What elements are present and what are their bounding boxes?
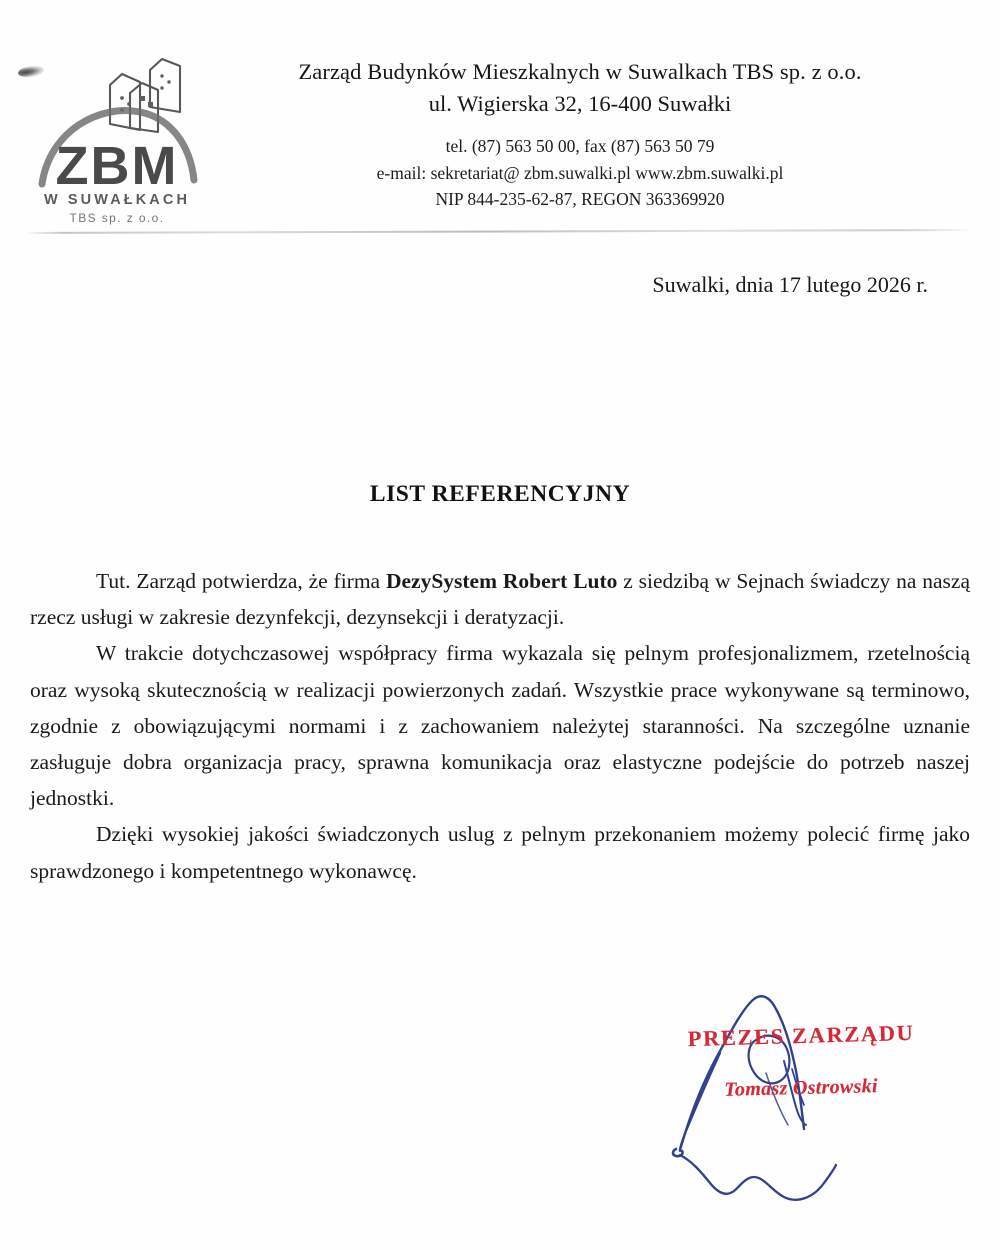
organization-header bbox=[215, 56, 945, 213]
zbm-logo bbox=[22, 52, 212, 227]
paragraph-3: Dzięki wysokiej jakości świadczonych uslug z pelnym przekonaniem możemy polecić firmę jako sprawdzonego i kompetentnego wykonawcę. bbox=[30, 822, 970, 883]
organization-name: Zarząd Budynków Mieszkalnych w Suwalkach TBS sp. z o.o. bbox=[298, 59, 862, 84]
organization-address: ul. Wigierska 32, 16-400 Suwałki bbox=[428, 91, 732, 116]
signature-block bbox=[640, 965, 960, 1215]
paragraph-1 bbox=[30, 563, 970, 635]
stamp-name: Tomasz Ostrowski bbox=[723, 1075, 879, 1101]
paragraph-2: W trakcie dotychczasowej współpracy firma wykazala się pelnym profesjonalizmem, rzetelnością oraz wysoką skutecznością w realizacji powierzonych zadań. Wszystkie prace wykonywane są terminowo, zgodnie z obowiązującymi normami i z zachowaniem należytej staranności. Na szczególne uznanie zasługuje dobra organizacja pracy, sprawna komunikacja oraz elastyczne podejście do potrzeb naszej jednostki. bbox=[30, 641, 970, 811]
date-line: Suwalki, dnia 17 lutego 2026 r. bbox=[652, 272, 928, 297]
contact-email-web: e-mail: sekretariat@ zbm.suwalki.pl www.zbm.suwalki.pl bbox=[376, 162, 784, 183]
letterhead bbox=[0, 0, 1000, 233]
paragraph-1-pre: Tut. Zarząd potwierdza, że firma bbox=[96, 569, 386, 593]
company-name: DezySystem Robert Luto bbox=[385, 569, 618, 593]
header-divider bbox=[25, 229, 975, 234]
paragraph-1-post: z siedzibą w Sejnach świadczy na naszą rzecz usługi w zakresie dezynfekcji, dezynsekcji i deratyzacji. bbox=[30, 569, 970, 630]
contact-tax-ids: NIP 844-235-62-87, REGON 363369920 bbox=[435, 189, 725, 209]
stamp-role: PREZES ZARZĄDU bbox=[687, 1019, 915, 1052]
organization-contact bbox=[215, 133, 945, 213]
svg-text:W SUWAŁKACH: W SUWAŁKACH bbox=[43, 192, 191, 208]
handwritten-signature bbox=[640, 965, 960, 1215]
letter-body bbox=[30, 563, 970, 889]
svg-text:ZBM: ZBM bbox=[55, 136, 179, 196]
page-title: LIST REFERENCYJNY bbox=[369, 481, 631, 507]
svg-text:TBS sp. z o.o.: TBS sp. z o.o. bbox=[69, 211, 165, 225]
contact-phone-fax: tel. (87) 563 50 00, fax (87) 563 50 79 bbox=[445, 136, 715, 156]
